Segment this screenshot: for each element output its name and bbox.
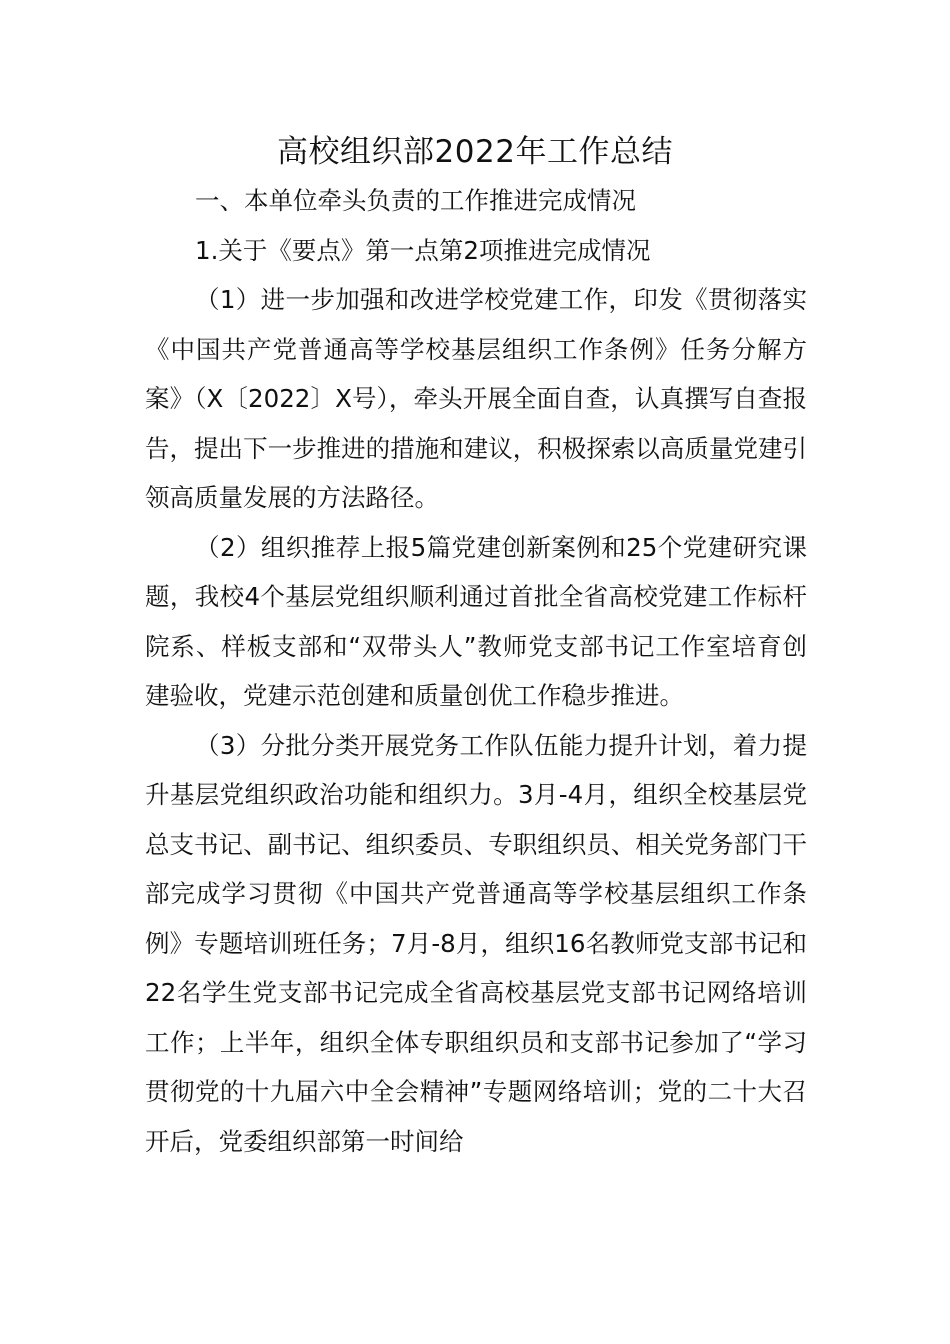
paragraph-3: （3）分批分类开展党务工作队伍能力提升计划，着力提升基层党组织政治功能和组织力。3月-4月，组织全校基层党总支书记、副书记、组织委员、专职组织员、相关党务部门干部完成学习贯彻《中国共产党普通高等学校基层组织工作条例》专题培训班任务；7月-8月，组织16名教师党支部书记和22名学生党支部书记完成全省高校基层党支部书记网络培训工作；上半年，组织全体专职组织员和支部书记参加了“学习贯彻党的十九届六中全会精神”专题网络培训；党的二十大召开后，党委组织部第一时间给 [145, 730, 807, 1156]
paragraph-2: （2）组织推荐上报5篇党建创新案例和25个党建研究课题，我校4个基层党组织顺利通过首批全省高校党建工作标杆院系、样板支部和“双带头人”教师党支部书记工作室培育创建验收，党建示范创建和质量创优工作稳步推进。 [145, 532, 807, 710]
section-heading: 一、本单位牵头负责的工作推进完成情况 [195, 186, 636, 215]
document-title: 高校组织部2022年工作总结 [277, 134, 673, 170]
document-body [145, 176, 807, 1166]
paragraph-1: （1）进一步加强和改进学校党建工作，印发《贯彻落实《中国共产党普通高等学校基层组织工作条例》任务分解方案》（X〔2022〕X号），牵头开展全面自查，认真撰写自查报告，提出下一步推进的措施和建议，积极探索以高质量党建引领高质量发展的方法路径。 [145, 285, 807, 512]
subsection-heading: 1.关于《要点》第一点第2项推进完成情况 [195, 235, 651, 265]
